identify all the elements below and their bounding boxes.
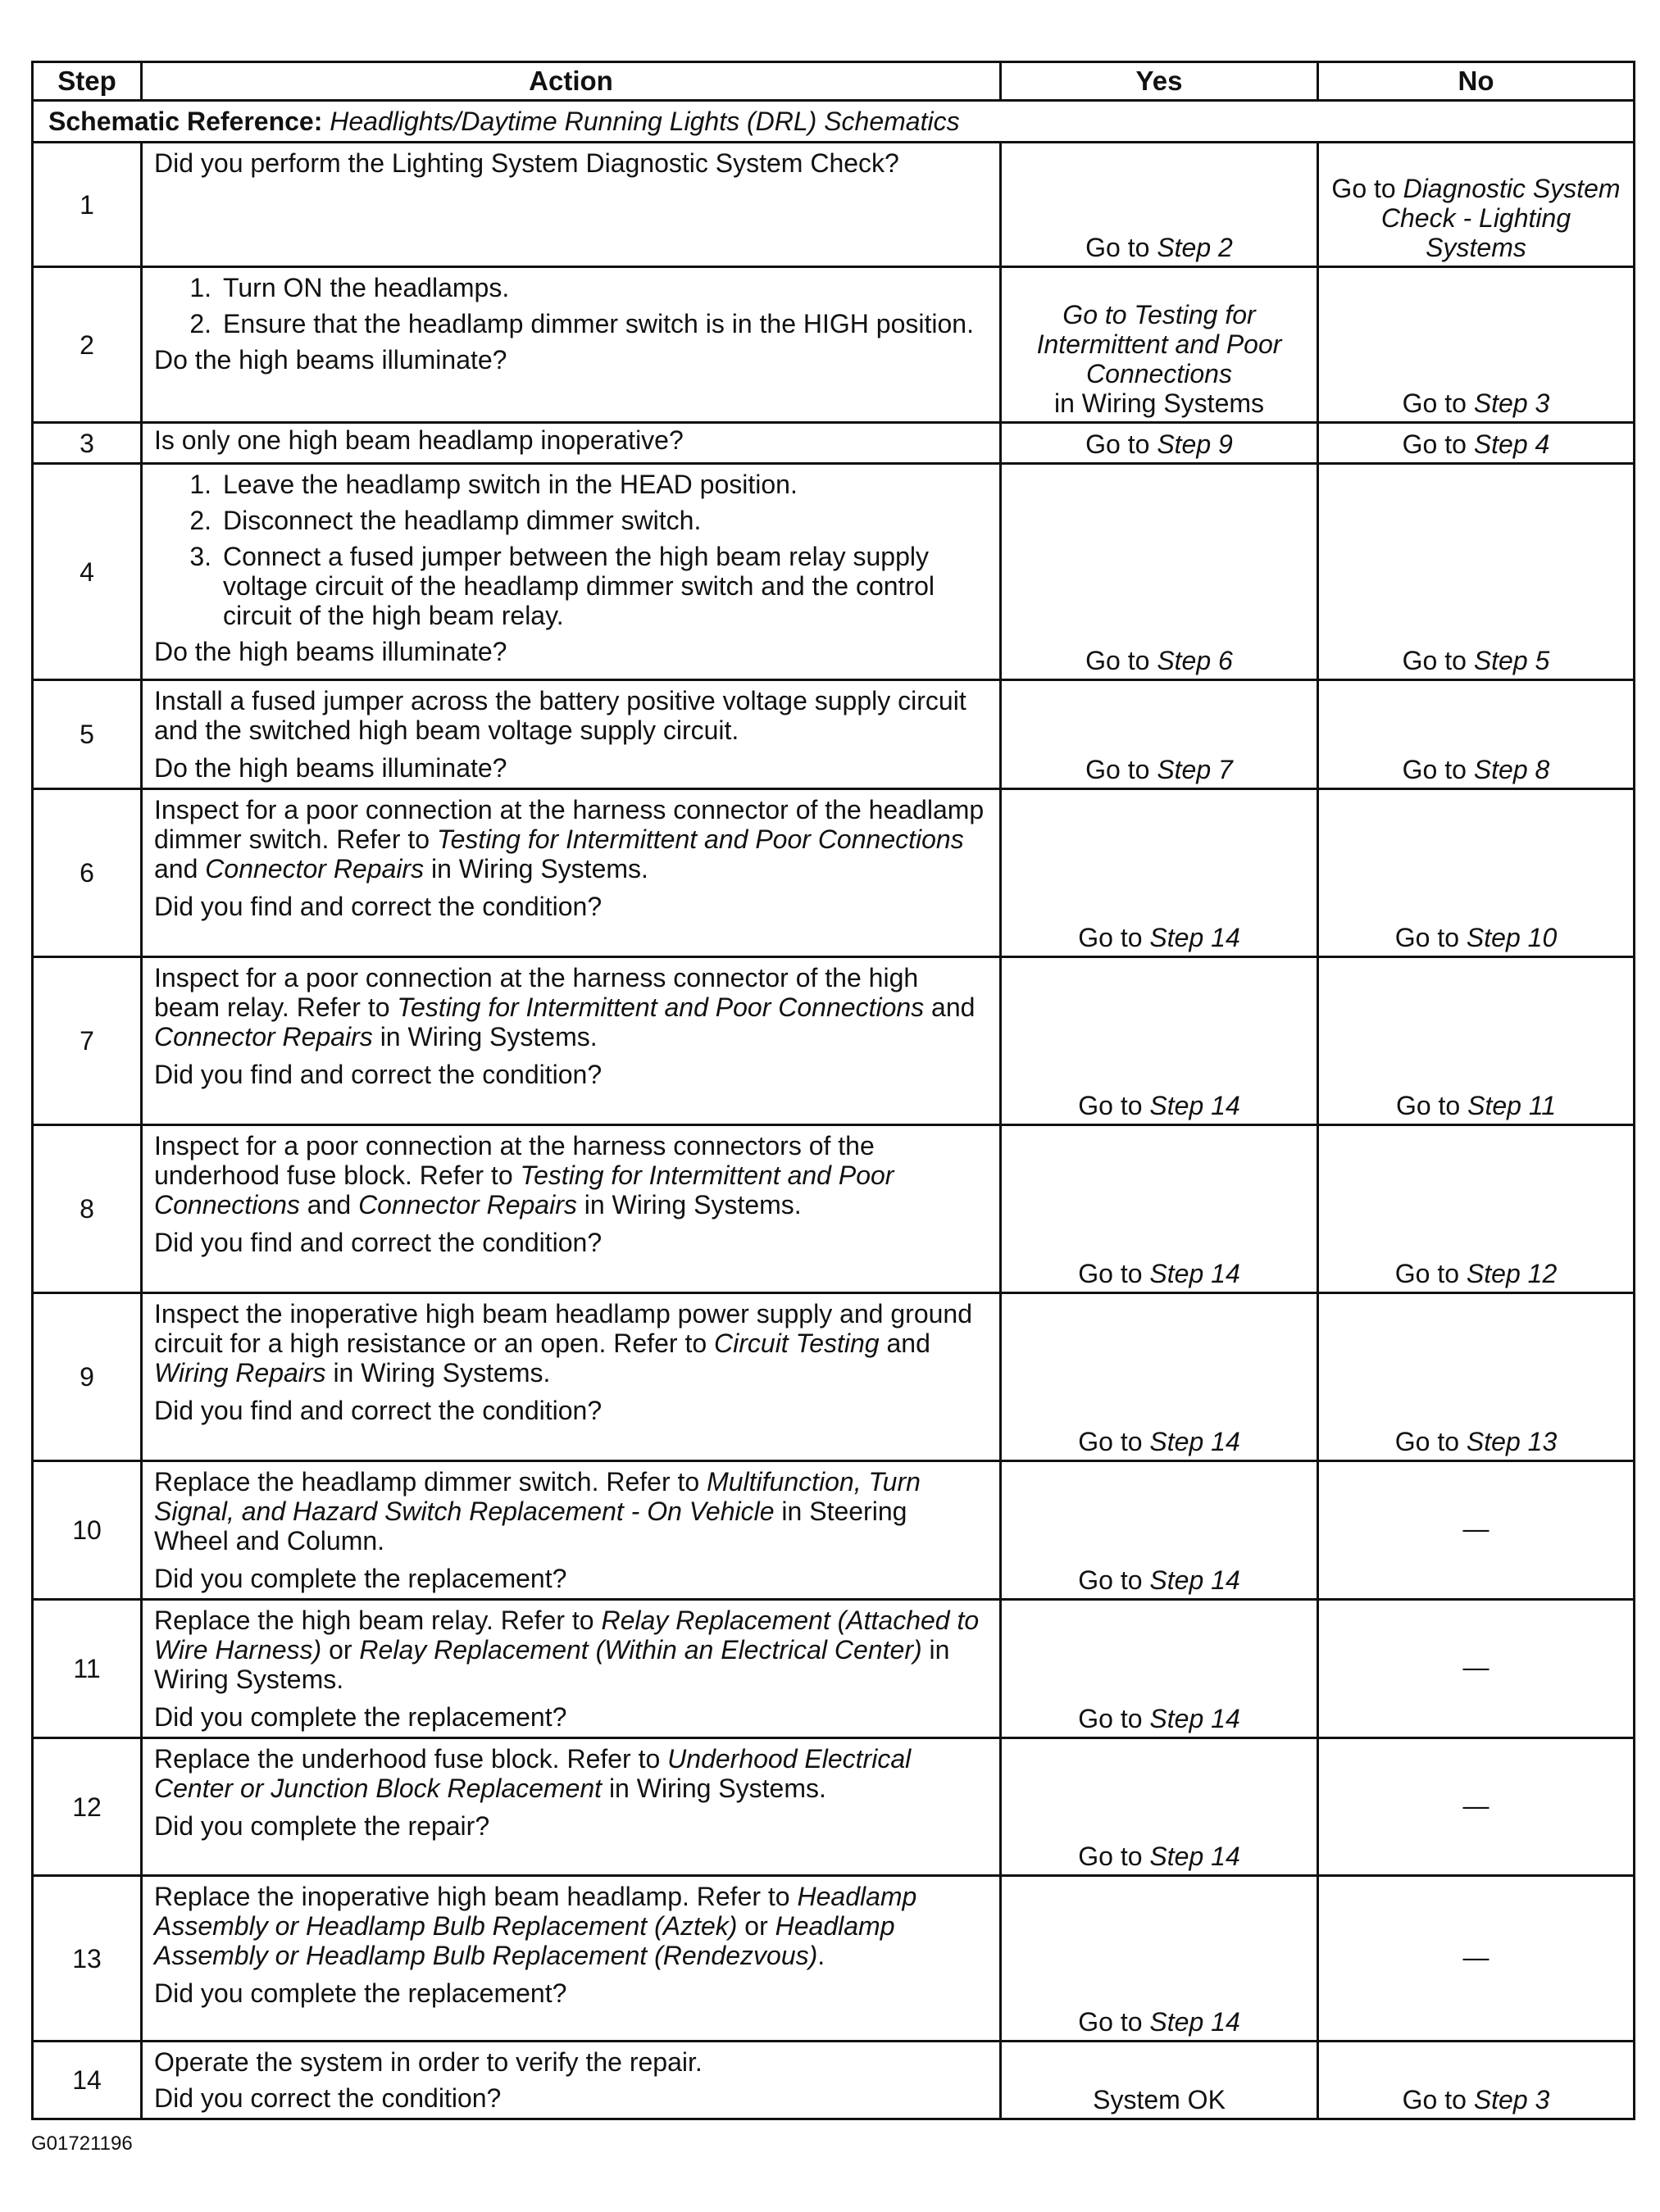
no-cell (1318, 1600, 1635, 1738)
no-prefix: Go to (1394, 1259, 1467, 1288)
table-row (33, 423, 1635, 464)
table-row (33, 680, 1635, 789)
step-number: 13 (33, 1876, 142, 2042)
no-step-ref: Step 8 (1473, 755, 1550, 784)
no-cell (1318, 1125, 1635, 1293)
yes-step-ref: Step 14 (1149, 923, 1240, 952)
list-item (154, 506, 988, 535)
no-prefix: Go to (1395, 1091, 1468, 1120)
yes-step-ref: Step 14 (1149, 1842, 1240, 1871)
no-cell (1318, 957, 1635, 1125)
action-cell (142, 1876, 1001, 2042)
yes-prefix: Go to (1078, 1565, 1150, 1595)
action-cell (142, 1293, 1001, 1461)
action-text-part: Inspect for a poor connection at the harness connectors of the underhood fuse block. Refer to (154, 1131, 875, 1190)
reference-link: Wiring Repairs (154, 1358, 326, 1388)
no-step-ref: Step 4 (1473, 429, 1550, 459)
action-text (154, 1299, 988, 1388)
action-question: Did you find and correct the condition? (154, 1060, 603, 1089)
table-row (33, 1293, 1635, 1461)
yes-prefix: Go to (1078, 1842, 1150, 1871)
no-step-ref: Step 13 (1466, 1427, 1558, 1456)
no-prefix: Go to (1402, 388, 1474, 418)
action-cell (142, 1600, 1001, 1738)
list-item-text: Connect a fused jumper between the high beam relay supply voltage circuit of the headlamp dimmer switch and the control circuit of the high beam relay. (223, 542, 935, 630)
no-dash: — (1462, 1514, 1489, 1543)
action-text (154, 1606, 988, 1694)
reference-link: Connector Repairs (154, 1022, 373, 1051)
action-text (154, 963, 988, 1051)
table-row (33, 267, 1635, 423)
yes-prefix: Go to (1078, 1259, 1150, 1288)
yes-cell (1001, 143, 1318, 267)
action-text-part: and (154, 854, 206, 883)
yes-step-ref: Step 14 (1149, 1259, 1240, 1288)
action-text-part: or (737, 1911, 775, 1941)
action-text-part: or (321, 1635, 360, 1665)
yes-step-ref: Step 6 (1157, 646, 1233, 675)
action-cell (142, 957, 1001, 1125)
table-row (33, 1738, 1635, 1876)
no-cell (1318, 1461, 1635, 1600)
no-cell (1318, 464, 1635, 680)
yes-prefix: Go to (1085, 646, 1157, 675)
yes-cell (1001, 2042, 1318, 2119)
no-cell (1318, 1738, 1635, 1876)
table-row (33, 1125, 1635, 1293)
step-number: 5 (33, 680, 142, 789)
yes-step-ref: Step 14 (1149, 1427, 1240, 1456)
yes-cell (1001, 1461, 1318, 1600)
schematic-reference-row (33, 101, 1635, 143)
no-step-ref: Diagnostic System Check - Lighting Systems (1380, 174, 1621, 262)
action-question: Did you complete the replacement? (154, 1702, 567, 1732)
action-text (154, 795, 988, 883)
list-item-text: Leave the headlamp switch in the HEAD position. (223, 470, 798, 499)
yes-prefix: Go to (1078, 1091, 1150, 1120)
yes-prefix: Go to (1085, 429, 1157, 459)
action-question: Did you correct the condition? (154, 2083, 502, 2113)
action-text-part: Replace the inoperative high beam headlamp. Refer to (154, 1882, 798, 1911)
action-text-part: in Wiring Systems. (424, 854, 648, 883)
action-text-part: in Wiring Systems. (576, 1190, 802, 1220)
header-no: No (1318, 62, 1635, 101)
list-item (154, 470, 988, 499)
figure-code: G01721196 (31, 2133, 133, 2155)
action-text-part: and (924, 992, 976, 1022)
step-number: 7 (33, 957, 142, 1125)
table-row (33, 789, 1635, 957)
action-question: Do the high beams illuminate? (154, 637, 507, 666)
yes-cell (1001, 464, 1318, 680)
action-cell (142, 789, 1001, 957)
yes-prefix: Go to (1078, 1704, 1150, 1733)
reference-link: Relay Replacement (Attached to Wire Harness) (154, 1606, 980, 1665)
action-question: Do the high beams illuminate? (154, 345, 507, 375)
header-action: Action (142, 62, 1001, 101)
list-item-number: 2. (189, 506, 211, 535)
action-text: Install a fused jumper across the battery positive voltage supply circuit and the switched high beam voltage supply circuit. (154, 686, 966, 745)
action-text-part: and (879, 1329, 930, 1358)
list-item-text: Turn ON the headlamps. (223, 273, 510, 302)
action-question: Did you find and correct the condition? (154, 1228, 603, 1257)
list-item-number: 3. (189, 542, 211, 571)
reference-link: Connector Repairs (205, 854, 425, 883)
action-cell (142, 680, 1001, 789)
yes-step-ref: Step 14 (1149, 1565, 1240, 1595)
action-text-part: Replace the headlamp dimmer switch. Refer to (154, 1467, 707, 1497)
table-row (33, 2042, 1635, 2119)
action-text (154, 1882, 988, 1970)
action-text: Is only one high beam headlamp inoperative? (154, 425, 684, 455)
step-number: 1 (33, 143, 142, 267)
reference-link: Multifunction, Turn Signal, and Hazard Switch Replacement - On Vehicle (154, 1467, 921, 1526)
reference-link: Circuit Testing (714, 1329, 880, 1358)
yes-step-ref: Step 14 (1149, 2007, 1240, 2037)
no-prefix: Go to (1402, 646, 1474, 675)
yes-cell (1001, 267, 1318, 423)
action-text-part: in Wiring Systems. (602, 1774, 826, 1803)
no-prefix: Go to (1331, 174, 1403, 203)
action-question: Did you find and correct the condition? (154, 1396, 603, 1425)
action-text-part: Replace the high beam relay. Refer to (154, 1606, 602, 1635)
yes-cell (1001, 789, 1318, 957)
action-cell (142, 2042, 1001, 2119)
no-prefix: Go to (1402, 755, 1474, 784)
reference-link: Headlamp Assembly or Headlamp Bulb Replacement (Rendezvous) (154, 1911, 895, 1970)
reference-link: Underhood Electrical Center or Junction Block Replacement (154, 1744, 912, 1803)
table-row (33, 143, 1635, 267)
schematic-reference (33, 101, 1635, 143)
no-step-ref: Step 3 (1473, 388, 1550, 418)
reference-link: Headlamp Assembly or Headlamp Bulb Replacement (Aztek) (154, 1882, 917, 1941)
no-dash: — (1462, 1652, 1489, 1682)
no-cell (1318, 789, 1635, 957)
action-text-part: Replace the underhood fuse block. Refer to (154, 1744, 668, 1774)
step-number: 11 (33, 1600, 142, 1738)
step-number: 3 (33, 423, 142, 464)
step-number: 12 (33, 1738, 142, 1876)
no-prefix: Go to (1402, 429, 1474, 459)
yes-cell (1001, 1600, 1318, 1738)
yes-cell (1001, 423, 1318, 464)
no-step-ref: Step 3 (1473, 2085, 1550, 2114)
yes-prefix: Go to (1078, 923, 1150, 952)
list-item-text: Ensure that the headlamp dimmer switch is in the HIGH position. (223, 309, 974, 338)
no-prefix: Go to (1394, 923, 1467, 952)
action-cell (142, 1738, 1001, 1876)
action-cell (142, 423, 1001, 464)
no-dash: — (1462, 1790, 1489, 1820)
action-cell (142, 143, 1001, 267)
reference-link: Connector Repairs (358, 1190, 577, 1220)
yes-cell (1001, 680, 1318, 789)
step-number: 14 (33, 2042, 142, 2119)
diagnostic-table (31, 61, 1635, 2120)
list-item-number: 1. (189, 470, 211, 499)
action-cell (142, 1125, 1001, 1293)
yes-cell (1001, 1293, 1318, 1461)
action-text (154, 1744, 988, 1803)
action-cell (142, 464, 1001, 680)
action-question: Do the high beams illuminate? (154, 753, 507, 783)
no-cell (1318, 267, 1635, 423)
action-text-part: . (817, 1941, 825, 1970)
table-row (33, 1600, 1635, 1738)
list-item (154, 542, 988, 630)
reference-link: Testing for Intermittent and Poor Connections (154, 1161, 894, 1220)
action-text-part: Inspect for a poor connection at the harness connector of the headlamp dimmer switch. Refer to (154, 795, 985, 854)
no-step-ref: Step 5 (1473, 646, 1550, 675)
action-cell (142, 267, 1001, 423)
action-text: Did you perform the Lighting System Diagnostic System Check? (154, 148, 899, 178)
list-item-number: 1. (189, 273, 211, 302)
schematic-reference-label: Schematic Reference: (48, 107, 323, 136)
yes-cell (1001, 1876, 1318, 2042)
no-step-ref: Step 10 (1466, 923, 1558, 952)
yes-step-ref: Go to Testing for Intermittent and Poor Connections (1036, 300, 1282, 388)
yes-cell (1001, 1738, 1318, 1876)
no-cell (1318, 423, 1635, 464)
header-row (33, 62, 1635, 101)
table-row (33, 464, 1635, 680)
yes-step-ref: Step 14 (1149, 1091, 1240, 1120)
reference-link: Testing for Intermittent and Poor Connections (436, 824, 964, 854)
no-step-ref: Step 11 (1467, 1091, 1557, 1120)
action-text-part: and (299, 1190, 359, 1220)
yes-step-ref: Step 7 (1157, 755, 1233, 784)
no-prefix: Go to (1402, 2085, 1474, 2114)
action-text (154, 1131, 988, 1220)
action-question: Did you find and correct the condition? (154, 892, 603, 921)
yes-prefix: Go to (1085, 755, 1157, 784)
action-list (154, 470, 988, 630)
yes-cell (1001, 957, 1318, 1125)
reference-link: Testing for Intermittent and Poor Connections (397, 992, 925, 1022)
action-text-part: in Wiring Systems. (325, 1358, 551, 1388)
action-cell (142, 1461, 1001, 1600)
step-number: 8 (33, 1125, 142, 1293)
table-row (33, 1876, 1635, 2042)
yes-prefix: Go to (1085, 233, 1157, 262)
yes-step-ref: Step 9 (1157, 429, 1233, 459)
table-row (33, 1461, 1635, 1600)
action-text: Operate the system in order to verify the repair. (154, 2047, 703, 2077)
yes-step-ref: Step 2 (1157, 233, 1233, 262)
no-cell (1318, 2042, 1635, 2119)
yes-cell (1001, 1125, 1318, 1293)
yes-result: System OK (1093, 2085, 1226, 2114)
action-text-part: in Steering Wheel and Column. (154, 1497, 907, 1556)
action-text-part: Inspect the inoperative high beam headlamp power supply and ground circuit for a high resistance or an open. Refer to (154, 1299, 972, 1358)
action-question: Did you complete the replacement? (154, 1978, 567, 2008)
step-number: 4 (33, 464, 142, 680)
action-question: Did you complete the repair? (154, 1811, 490, 1841)
action-list (154, 273, 988, 338)
action-text-part: Inspect for a poor connection at the harness connector of the high beam relay. Refer to (154, 963, 919, 1022)
step-number: 6 (33, 789, 142, 957)
list-item (154, 273, 988, 302)
header-yes: Yes (1001, 62, 1318, 101)
reference-link: Relay Replacement (Within an Electrical Center) (359, 1635, 922, 1665)
action-text-part: in Wiring Systems. (372, 1022, 598, 1051)
no-prefix: Go to (1394, 1427, 1467, 1456)
no-step-ref: Step 12 (1466, 1259, 1558, 1288)
action-text (154, 1467, 988, 1556)
list-item-number: 2. (189, 309, 211, 338)
step-number: 9 (33, 1293, 142, 1461)
header-step: Step (33, 62, 142, 101)
yes-suffix: in Wiring Systems (1053, 388, 1265, 418)
list-item-text: Disconnect the headlamp dimmer switch. (223, 506, 702, 535)
yes-step-ref: Step 14 (1149, 1704, 1240, 1733)
no-dash: — (1462, 1942, 1489, 1972)
no-cell (1318, 1876, 1635, 2042)
step-number: 2 (33, 267, 142, 423)
action-question: Did you complete the replacement? (154, 1564, 567, 1593)
yes-prefix: Go to (1078, 2007, 1150, 2037)
schematic-reference-value: Headlights/Daytime Running Lights (DRL) Schematics (330, 107, 960, 136)
no-cell (1318, 1293, 1635, 1461)
list-item (154, 309, 988, 338)
table-row (33, 957, 1635, 1125)
no-cell (1318, 680, 1635, 789)
yes-prefix: Go to (1078, 1427, 1150, 1456)
step-number: 10 (33, 1461, 142, 1600)
no-cell (1318, 143, 1635, 267)
action-text-part: in Wiring Systems. (154, 1635, 950, 1694)
